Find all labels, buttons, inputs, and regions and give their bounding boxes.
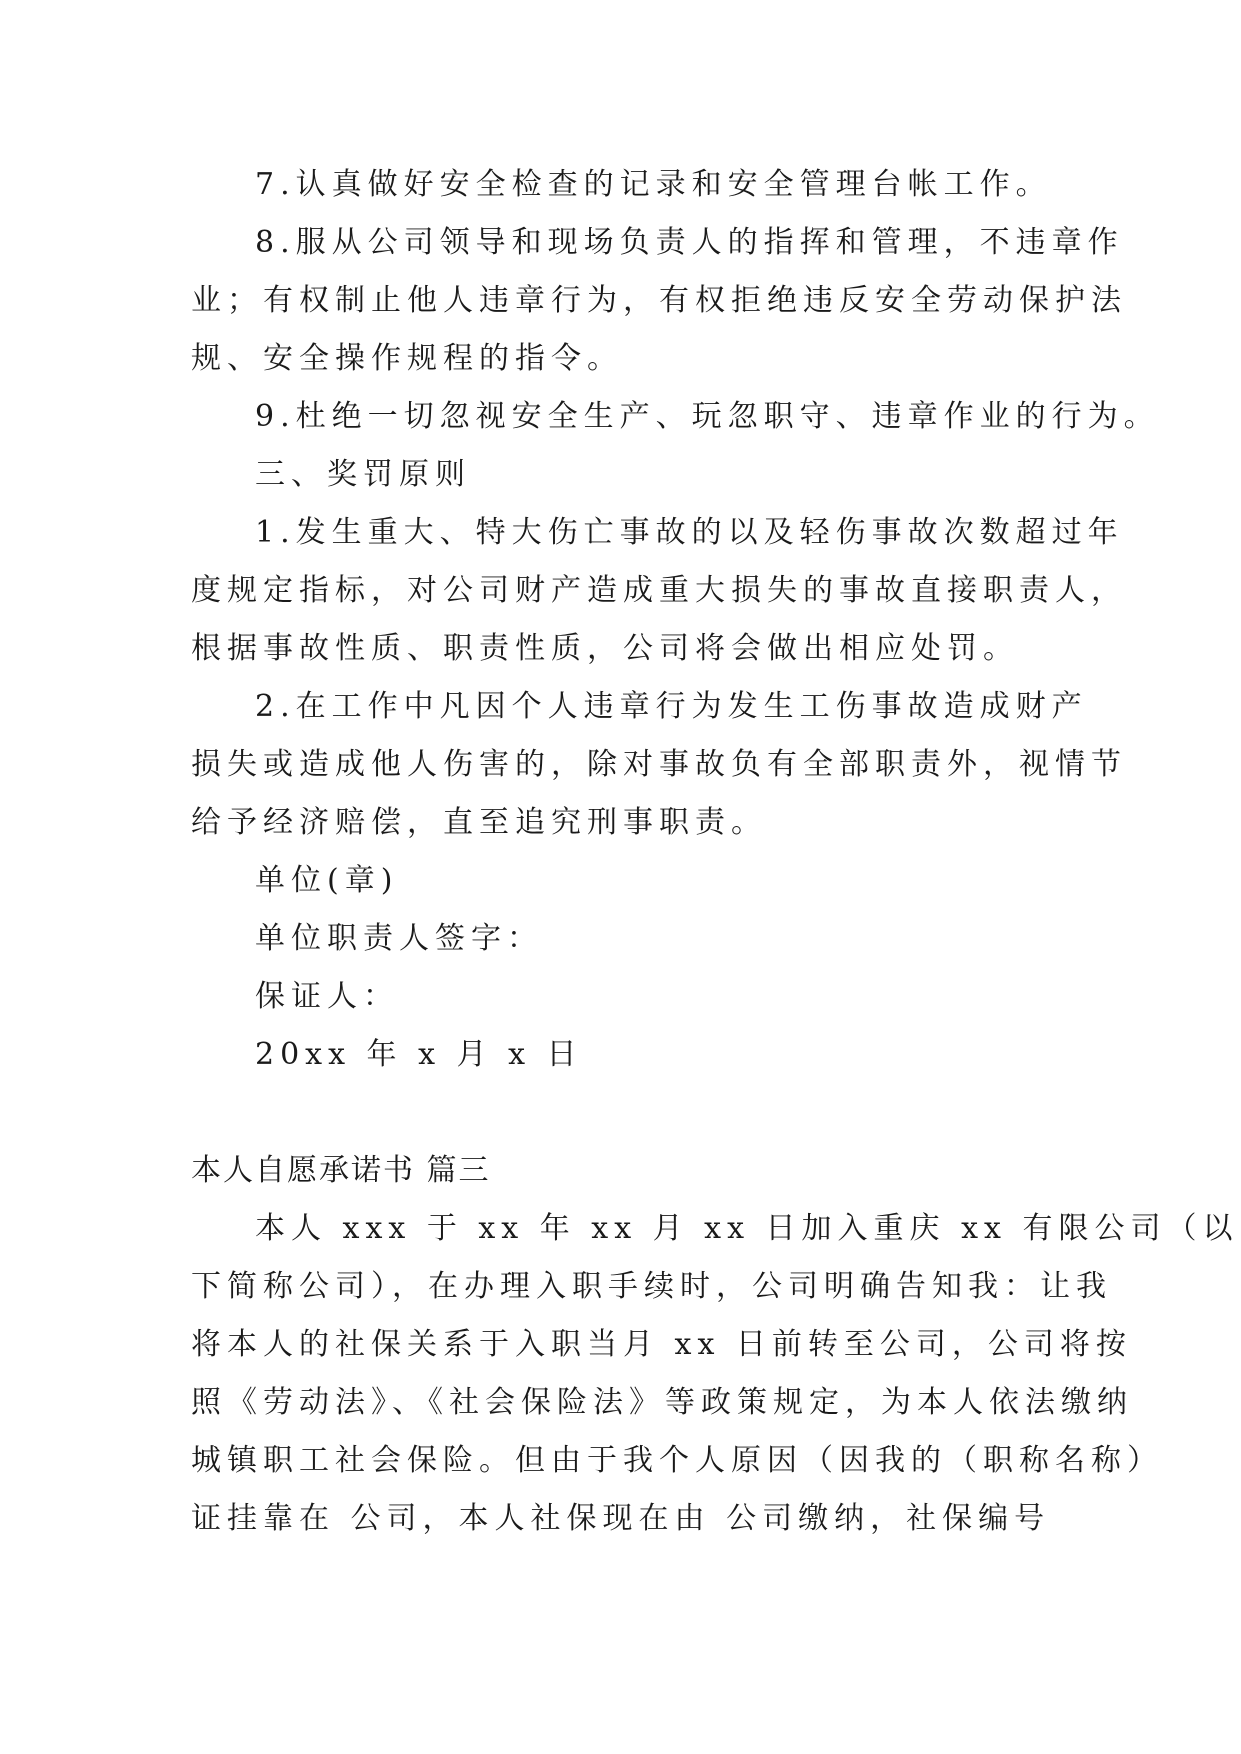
text-line: 规、安全操作规程的指令。 [191, 341, 623, 376]
text-line: 下简称公司），在办理入职手续时，公司明确告知我：让我 [191, 1269, 1112, 1304]
text-line: 损失或造成他人伤害的，除对事故负有全部职责外，视情节 [191, 747, 1127, 782]
text-line: 照《劳动法》、《社会保险法》等政策规定，为本人依法缴纳 [191, 1385, 1133, 1420]
text-line: 度规定指标，对公司财产造成重大损失的事故直接职责人， [191, 573, 1127, 608]
text-line: 将本人的社保关系于入职当月 xx 日前转至公司，公司将按 [191, 1327, 1132, 1362]
signature-responsible-person: 单位职责人签字： [255, 921, 543, 956]
text-line: 根据事故性质、职责性质，公司将会做出相应处罚。 [191, 631, 1019, 666]
text-line: 7.认真做好安全检查的记录和安全管理台帐工作。 [255, 167, 1052, 202]
text-line: 1.发生重大、特大伤亡事故的以及轻伤事故次数超过年 [255, 515, 1124, 550]
section-heading: 三、奖罚原则 [255, 457, 471, 492]
signature-guarantor: 保证人： [255, 979, 399, 1014]
text-line: 2.在工作中凡因个人违章行为发生工伤事故造成财产 [255, 689, 1088, 724]
signature-unit-seal: 单位(章) [255, 863, 399, 898]
text-line: 业；有权制止他人违章行为，有权拒绝违反安全劳动保护法 [191, 283, 1127, 318]
text-line: 证挂靠在 公司，本人社保现在由 公司缴纳，社保编号 [191, 1501, 1051, 1536]
text-line: 9.杜绝一切忽视安全生产、玩忽职守、违章作业的行为。 [255, 399, 1160, 434]
text-line: 8.服从公司领导和现场负责人的指挥和管理，不违章作 [255, 225, 1124, 260]
signature-date: 20xx 年 x 月 x 日 [255, 1037, 583, 1072]
document-title: 本人自愿承诺书 篇三 [191, 1153, 491, 1188]
text-line: 城镇职工社会保险。但由于我个人原因（因我的（职称名称） [191, 1443, 1163, 1478]
text-line: 给予经济赔偿，直至追究刑事职责。 [191, 805, 767, 840]
text-line: 本人 xxx 于 xx 年 xx 月 xx 日加入重庆 xx 有限公司（以 [255, 1211, 1239, 1246]
